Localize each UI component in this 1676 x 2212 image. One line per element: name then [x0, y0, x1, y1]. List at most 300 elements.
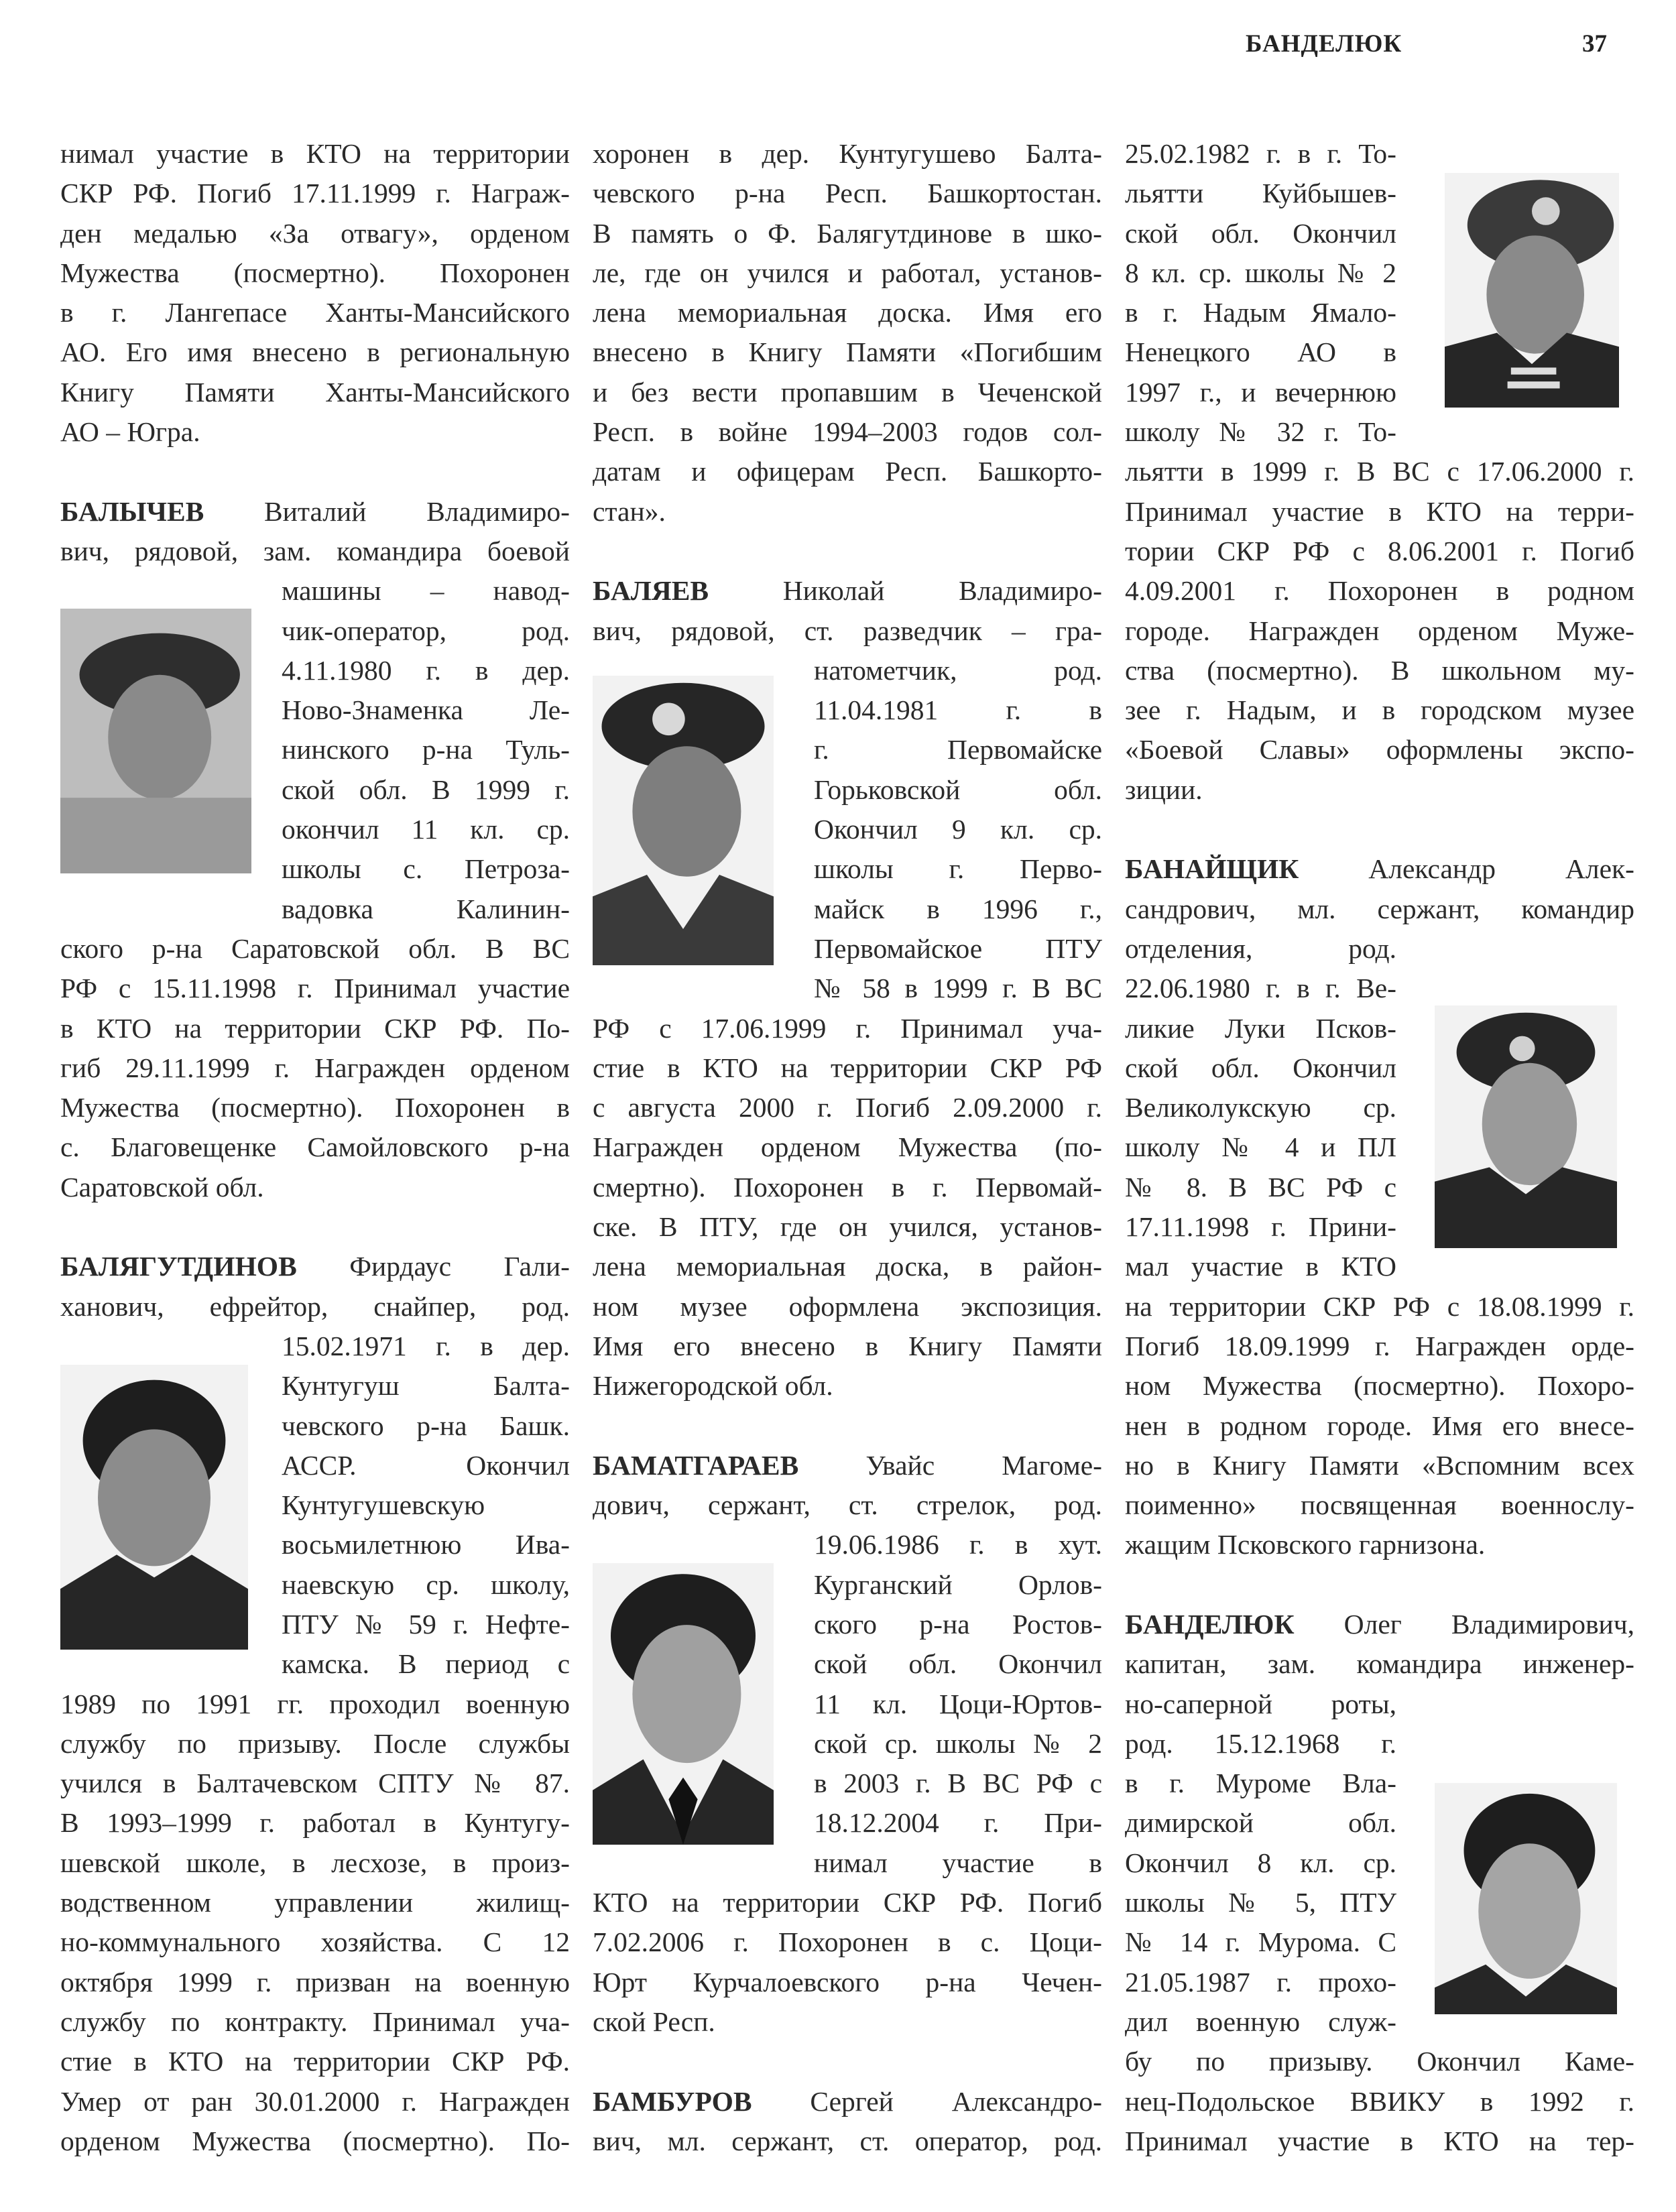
- text-line: [1125, 134, 1396, 174]
- line-text: капитан, зам. командира инженер-: [1125, 1648, 1634, 1680]
- line-text: на территории СКР РФ с 18.08.1999 г.: [1125, 1290, 1634, 1322]
- text-line: [282, 571, 570, 611]
- line-text: школы с. Петроза-: [282, 853, 570, 885]
- text-line: [1125, 929, 1396, 969]
- text-line: [282, 1485, 570, 1525]
- portrait-icon: [60, 1365, 248, 1650]
- text-line: [60, 1009, 570, 1048]
- text-line: [593, 412, 1102, 452]
- line-text: Респ. в войне 1994–2003 годов сол-: [593, 416, 1102, 448]
- text-line: [1125, 651, 1634, 690]
- line-text: г. Первомайске: [814, 734, 1102, 765]
- line-text: зиции.: [1125, 774, 1203, 805]
- text-line: [282, 1327, 570, 1366]
- line-text: водственном управлении жилищ-: [60, 1887, 570, 1918]
- line-text: Кунтугушевскую: [282, 1489, 485, 1521]
- text-line: [1125, 1724, 1396, 1764]
- entry-surname: БАНАЙЩИК: [1125, 853, 1299, 885]
- entry-heading-line: [593, 1446, 1102, 1485]
- line-text: отделения, род.: [1125, 932, 1396, 964]
- text-line: [1125, 770, 1634, 810]
- line-text: с августа 2000 г. Погиб 2.09.2000 г.: [593, 1092, 1102, 1123]
- line-text: СКР РФ. Погиб 17.11.1999 г. Награж-: [60, 178, 570, 209]
- line-text: род. 15.12.1968 г.: [1125, 1727, 1396, 1759]
- entry-heading-line: [593, 2082, 1102, 2122]
- paragraph-gap: [593, 2042, 1102, 2081]
- line-text: Окончил 8 кл. ср.: [1125, 1847, 1396, 1878]
- text-line: [1125, 2082, 1634, 2122]
- line-text: шевской школе, в лесхозе, в произ-: [60, 1847, 570, 1878]
- text-line: [593, 1485, 1102, 1525]
- text-line: [60, 2002, 570, 2042]
- text-line: [1125, 1764, 1396, 1803]
- text-line: [814, 770, 1102, 810]
- text-line: [282, 1446, 570, 1485]
- line-text: ского р-на Ростов-: [814, 1608, 1102, 1640]
- portrait-icon: [1435, 1005, 1617, 1248]
- entry-surname: БАЛЯГУТДИНОВ: [60, 1251, 297, 1282]
- text-line: [593, 1009, 1102, 1048]
- line-text: дович, сержант, ст. стрелок, род.: [593, 1489, 1102, 1521]
- line-text: вадовка Калинин-: [282, 893, 570, 924]
- text-line: [1125, 332, 1396, 372]
- text-line: [282, 1366, 570, 1406]
- text-line: [593, 1922, 1102, 1962]
- line-text: ске. В ПТУ, где он учился, установ-: [593, 1211, 1102, 1243]
- entry-surname: БАМБУРОВ: [593, 2085, 752, 2117]
- text-line: [593, 134, 1102, 174]
- line-text: 21.05.1987 г. прохо-: [1125, 1966, 1396, 1998]
- line-text: службу по контракту. Принимал уча-: [60, 2006, 570, 2037]
- text-line: [60, 929, 570, 969]
- line-text: Погиб 18.09.1999 г. Награжден орде-: [1125, 1330, 1634, 1361]
- line-text: Великолукскую ср.: [1125, 1092, 1396, 1123]
- line-text: школу № 4 и ПЛ: [1125, 1131, 1396, 1163]
- line-text: лена мемориальная доска. Имя его: [593, 297, 1102, 328]
- text-line: [60, 253, 570, 293]
- line-text: АО. Его имя внесено в региональную: [60, 336, 570, 368]
- entry-surname: БАМАТГАРАЕВ: [593, 1449, 799, 1481]
- line-text: и без вести пропавшим в Чеченской: [593, 376, 1102, 408]
- text-line: [1125, 412, 1396, 452]
- line-text: школы г. Перво-: [814, 853, 1102, 885]
- line-text: 25.02.1982 г. в г. То-: [1125, 138, 1396, 169]
- portrait-icon: [1435, 1783, 1617, 2014]
- line-text: хоронен в дер. Кунтугушево Балта-: [593, 138, 1102, 169]
- text-line: [814, 1644, 1102, 1684]
- text-line: [814, 1803, 1102, 1843]
- line-text: АО – Югра.: [60, 416, 200, 448]
- text-line: [593, 1883, 1102, 1922]
- text-line: [1125, 2002, 1396, 2042]
- text-line: [593, 1088, 1102, 1127]
- paragraph-gap: [593, 1406, 1102, 1446]
- entry-surname: БАЛЫЧЕВ: [60, 495, 204, 527]
- line-text: Горьковской обл.: [814, 774, 1102, 805]
- text-line: [60, 532, 570, 571]
- text-line: [1125, 1287, 1634, 1327]
- text-line: [60, 2122, 570, 2161]
- text-line: [60, 1922, 570, 1962]
- text-line: [1125, 532, 1634, 571]
- text-line: [1125, 1446, 1634, 1485]
- line-text: № 14 г. Мурома. С: [1125, 1926, 1396, 1958]
- text-line: [593, 2002, 1102, 2042]
- text-line: [1125, 2122, 1634, 2161]
- text-line: [593, 1207, 1102, 1247]
- text-line: [282, 1605, 570, 1644]
- text-line: [1125, 1327, 1634, 1366]
- text-line: [593, 2122, 1102, 2161]
- line-text: Олег Владимирович,: [1294, 1608, 1634, 1640]
- portrait-icon: [593, 676, 774, 965]
- line-text: Нижегородской обл.: [593, 1370, 833, 1402]
- text-line: [1125, 1963, 1396, 2002]
- text-line: [814, 730, 1102, 770]
- text-line: [593, 253, 1102, 293]
- line-text: Мужества (посмертно). Похоронен в: [60, 1092, 570, 1123]
- entry-heading-line: [1125, 849, 1634, 889]
- text-line: [60, 1963, 570, 2002]
- line-text: в г. Муроме Вла-: [1125, 1768, 1396, 1799]
- line-text: ского р-на Саратовской обл. В ВС: [60, 932, 570, 964]
- text-line: [282, 1644, 570, 1684]
- text-line: [814, 929, 1102, 969]
- line-text: ле, где он учился и работал, установ-: [593, 257, 1102, 288]
- text-line: [60, 214, 570, 253]
- line-text: Кунтугуш Балта-: [282, 1370, 570, 1402]
- text-line: [1125, 1684, 1396, 1724]
- line-text: Сергей Александро-: [752, 2085, 1102, 2117]
- line-text: учился в Балтачевском СПТУ № 87.: [60, 1768, 570, 1799]
- text-line: [1125, 611, 1634, 651]
- text-line: [593, 452, 1102, 491]
- line-text: в г. Лангепасе Ханты-Мансийского: [60, 297, 570, 328]
- text-line: [282, 770, 570, 810]
- line-text: дил военную служ-: [1125, 2006, 1396, 2037]
- photo-balyagutdinov: [60, 1365, 248, 1650]
- line-text: орденом Мужества (посмертно). По-: [60, 2125, 570, 2156]
- line-text: Юрт Курчалоевского р-на Чечен-: [593, 1966, 1102, 1998]
- column-1: [60, 134, 570, 2161]
- entry-heading-line: [1125, 1605, 1634, 1644]
- line-text: нинского р-на Туль-: [282, 734, 570, 765]
- text-line: [1125, 1207, 1396, 1247]
- line-text: бу по призыву. Окончил Каме-: [1125, 2046, 1634, 2077]
- line-text: ской Респ.: [593, 2006, 715, 2037]
- text-line: [282, 1406, 570, 1446]
- line-text: в 2003 г. В ВС РФ с: [814, 1768, 1102, 1799]
- line-text: 22.06.1980 г. в г. Ве-: [1125, 973, 1396, 1004]
- line-text: машины – навод-: [282, 575, 570, 607]
- line-text: Принимал участие в КТО на тер-: [1125, 2125, 1634, 2156]
- line-text: льятти в 1999 г. В ВС с 17.06.2000 г.: [1125, 456, 1634, 487]
- line-text: ской обл. В 1999 г.: [282, 774, 570, 805]
- line-text: вич, рядовой, ст. разведчик – гра-: [593, 615, 1102, 646]
- line-text: 17.11.1998 г. Прини-: [1125, 1211, 1396, 1243]
- line-text: В 1993–1999 г. работал в Кунтугу-: [60, 1807, 570, 1839]
- text-line: [593, 373, 1102, 412]
- line-text: КТО на территории СКР РФ. Погиб: [593, 1887, 1102, 1918]
- line-text: внесено в Книгу Памяти «Погибшим: [593, 336, 1102, 368]
- line-text: чевского р-на Башк.: [282, 1410, 570, 1441]
- text-line: [60, 174, 570, 213]
- line-text: Ново-Знаменка Ле-: [282, 694, 570, 726]
- line-text: 4.09.2001 г. Похоронен в родном: [1125, 575, 1634, 607]
- text-line: [60, 1048, 570, 1088]
- text-line: [593, 1168, 1102, 1207]
- line-text: городе. Награжден орденом Муже-: [1125, 615, 1634, 646]
- text-line: [814, 1605, 1102, 1644]
- text-line: [60, 293, 570, 332]
- text-line: [814, 1843, 1102, 1883]
- line-text: но-саперной роты,: [1125, 1688, 1396, 1719]
- line-text: в КТО на территории СКР РФ. По-: [60, 1012, 570, 1044]
- text-line: [814, 1724, 1102, 1764]
- line-text: натометчик, род.: [814, 654, 1102, 686]
- line-text: жащим Псковского гарнизона.: [1125, 1529, 1486, 1560]
- line-text: чевского р-на Респ. Башкортостан.: [593, 178, 1102, 209]
- line-text: ном Мужества (посмертно). Похоро-: [1125, 1370, 1634, 1402]
- line-text: службу по призыву. После службы: [60, 1727, 570, 1759]
- text-line: [1125, 571, 1634, 611]
- text-line: [60, 2082, 570, 2122]
- line-text: Ненецкого АО в: [1125, 336, 1396, 368]
- text-line: [1125, 1127, 1396, 1167]
- line-text: нимал участие в КТО на территории: [60, 138, 570, 169]
- line-text: 19.06.1986 г. в хут.: [814, 1529, 1102, 1560]
- paragraph-gap: [60, 452, 570, 491]
- column-2: [593, 134, 1102, 2161]
- text-line: [1125, 1525, 1634, 1564]
- text-line: [814, 810, 1102, 849]
- text-line: [1125, 1366, 1634, 1406]
- line-text: школы № 5, ПТУ: [1125, 1887, 1396, 1918]
- text-line: [814, 690, 1102, 730]
- text-line: [60, 1168, 570, 1207]
- text-line: [282, 651, 570, 690]
- line-text: ПТУ № 59 г. Нефте-: [282, 1608, 570, 1640]
- text-line: [1125, 1843, 1396, 1883]
- line-text: вич, рядовой, зам. командира боевой: [60, 535, 570, 566]
- text-line: [282, 611, 570, 651]
- text-line: [593, 1287, 1102, 1327]
- text-line: [60, 1724, 570, 1764]
- line-text: АССР. Окончил: [282, 1449, 570, 1481]
- portrait-icon: [593, 1563, 774, 1845]
- text-line: [1125, 1883, 1396, 1922]
- text-line: [282, 690, 570, 730]
- line-text: Имя его внесено в Книгу Памяти: [593, 1330, 1102, 1361]
- line-text: нен в родном городе. Имя его внесе-: [1125, 1410, 1634, 1441]
- photo-banayshchik: [1435, 1005, 1617, 1248]
- line-text: майск в 1996 г.,: [814, 893, 1102, 924]
- portrait-icon: [60, 609, 251, 873]
- line-text: Саратовской обл.: [60, 1171, 264, 1203]
- line-text: Умер от ран 30.01.2000 г. Награжден: [60, 2085, 570, 2117]
- text-line: [282, 810, 570, 849]
- text-line: [282, 1525, 570, 1564]
- text-line: [60, 332, 570, 372]
- text-line: [1125, 1922, 1396, 1962]
- text-line: [814, 1565, 1102, 1605]
- text-line: [593, 1127, 1102, 1167]
- text-line: [1125, 1048, 1396, 1088]
- photo-bandelyuk: [1435, 1783, 1617, 2014]
- text-line: [60, 412, 570, 452]
- line-text: 11.04.1981 г. в: [814, 694, 1102, 726]
- line-text: тории СКР РФ с 8.06.2001 г. Погиб: [1125, 535, 1634, 566]
- photo-balyaev: [593, 676, 774, 965]
- text-line: [593, 611, 1102, 651]
- line-text: РФ с 17.06.1999 г. Принимал уча-: [593, 1012, 1102, 1044]
- line-text: гиб 29.11.1999 г. Награжден орденом: [60, 1052, 570, 1083]
- line-text: Награжден орденом Мужества (по-: [593, 1131, 1102, 1163]
- text-line: [1125, 174, 1396, 213]
- line-text: 8 кл. ср. школы № 2: [1125, 257, 1396, 288]
- text-line: [60, 1883, 570, 1922]
- paragraph-gap: [1125, 810, 1634, 849]
- text-line: [60, 134, 570, 174]
- line-text: димирской обл.: [1125, 1807, 1396, 1839]
- line-text: РФ с 15.11.1998 г. Принимал участие: [60, 973, 570, 1004]
- text-line: [593, 1247, 1102, 1286]
- line-text: № 58 в 1999 г. В ВС: [814, 973, 1102, 1004]
- line-text: В память о Ф. Балягутдинове в шко-: [593, 217, 1102, 249]
- running-header: БАНДЕЛЮК: [1246, 30, 1402, 58]
- text-line: [593, 332, 1102, 372]
- text-line: [60, 2042, 570, 2081]
- line-text: нец-Подольское ВВИКУ в 1992 г.: [1125, 2085, 1634, 2117]
- paragraph-gap: [593, 532, 1102, 571]
- line-text: стие в КТО на территории СКР РФ: [593, 1052, 1102, 1083]
- line-text: Виталий Владимиро-: [204, 495, 570, 527]
- text-line: [1125, 373, 1396, 412]
- text-line: [282, 889, 570, 929]
- portrait-icon: [1445, 173, 1619, 408]
- text-line: [60, 969, 570, 1008]
- text-line: [60, 1843, 570, 1883]
- line-text: зее г. Надым, и в городском музее: [1125, 694, 1634, 726]
- text-line: [593, 214, 1102, 253]
- line-text: Мужества (посмертно). Похоронен: [60, 257, 570, 288]
- line-text: 11 кл. Цоци-Юртов-: [814, 1688, 1102, 1719]
- photo-bamatgaraev: [593, 1563, 774, 1845]
- line-text: Принимал участие в КТО на терри-: [1125, 495, 1634, 527]
- text-line: [1125, 1088, 1396, 1127]
- text-line: [814, 969, 1102, 1008]
- entry-heading-line: [60, 1247, 570, 1286]
- line-text: Курганский Орлов-: [814, 1569, 1102, 1600]
- text-line: [593, 492, 1102, 532]
- text-line: [593, 174, 1102, 213]
- text-line: [1125, 1247, 1396, 1286]
- text-line: [814, 651, 1102, 690]
- entry-surname: БАНДЕЛЮК: [1125, 1608, 1295, 1640]
- line-text: льятти Куйбышев-: [1125, 178, 1396, 209]
- line-text: Книгу Памяти Ханты-Мансийского: [60, 376, 570, 408]
- line-text: стие в КТО на территории СКР РФ.: [60, 2046, 570, 2077]
- line-text: смертно). Похоронен в г. Первомай-: [593, 1171, 1102, 1203]
- entry-surname: БАЛЯЕВ: [593, 575, 709, 607]
- line-text: но в Книгу Памяти «Вспомним всех: [1125, 1449, 1634, 1481]
- text-line: [593, 1963, 1102, 2002]
- text-line: [814, 1764, 1102, 1803]
- paragraph-gap: [1125, 1565, 1634, 1605]
- line-text: но-коммунального хозяйства. С 12: [60, 1926, 570, 1958]
- line-text: ской обл. Окончил: [814, 1648, 1102, 1680]
- line-text: ской обл. Окончил: [1125, 1052, 1396, 1083]
- text-line: [60, 1287, 570, 1327]
- text-line: [1125, 1406, 1634, 1446]
- text-line: [1125, 1009, 1396, 1048]
- line-text: 18.12.2004 г. При-: [814, 1807, 1102, 1839]
- text-line: [814, 849, 1102, 889]
- line-text: окончил 11 кл. ср.: [282, 814, 570, 845]
- text-line: [282, 849, 570, 889]
- photo-previous-entry: [1445, 173, 1619, 408]
- text-line: [814, 1525, 1102, 1564]
- line-text: в г. Надым Ямало-: [1125, 297, 1396, 328]
- text-line: [60, 373, 570, 412]
- line-text: октября 1999 г. призван на военную: [60, 1966, 570, 1998]
- line-text: Окончил 9 кл. ср.: [814, 814, 1102, 845]
- text-line: [1125, 2042, 1634, 2081]
- line-text: нимал участие в: [814, 1847, 1102, 1878]
- paragraph-gap: [60, 1207, 570, 1247]
- text-line: [282, 1565, 570, 1605]
- text-line: [593, 1366, 1102, 1406]
- line-text: 1997 г., и вечернюю: [1125, 376, 1396, 408]
- line-text: с. Благовещенке Самойловского р-на: [60, 1131, 570, 1163]
- line-text: ханович, ефрейтор, снайпер, род.: [60, 1290, 570, 1322]
- line-text: «Боевой Славы» оформлены экспо-: [1125, 734, 1634, 765]
- page-number: 37: [1582, 30, 1607, 58]
- text-line: [1125, 889, 1634, 929]
- line-text: поименно» посвященная военнослу-: [1125, 1489, 1634, 1521]
- text-line: [1125, 492, 1634, 532]
- entry-heading-line: [60, 492, 570, 532]
- line-text: мал участие в КТО: [1125, 1251, 1396, 1282]
- text-line: [60, 1088, 570, 1127]
- text-line: [60, 1803, 570, 1843]
- text-line: [1125, 1168, 1396, 1207]
- line-text: ства (посмертно). В школьном му-: [1125, 654, 1634, 686]
- text-line: [1125, 293, 1396, 332]
- line-text: 15.02.1971 г. в дер.: [282, 1330, 570, 1361]
- line-text: вич, мл. сержант, ст. оператор, род.: [593, 2125, 1102, 2156]
- text-line: [814, 889, 1102, 929]
- line-text: ской ср. школы № 2: [814, 1727, 1102, 1759]
- line-text: ден медалью «За отвагу», орденом: [60, 217, 570, 249]
- line-text: ской обл. Окончил: [1125, 217, 1396, 249]
- text-line: [1125, 1644, 1634, 1684]
- line-text: 4.11.1980 г. в дер.: [282, 654, 570, 686]
- line-text: 1989 по 1991 гг. проходил военную: [60, 1688, 570, 1719]
- line-text: Николай Владимиро-: [709, 575, 1102, 607]
- line-text: школу № 32 г. То-: [1125, 416, 1396, 448]
- line-text: ном музее оформлена экспозиция.: [593, 1290, 1102, 1322]
- text-line: [1125, 969, 1396, 1008]
- text-line: [1125, 1803, 1396, 1843]
- text-line: [1125, 253, 1396, 293]
- line-text: Первомайское ПТУ: [814, 932, 1102, 964]
- line-text: ликие Луки Псков-: [1125, 1012, 1396, 1044]
- line-text: Увайс Магоме-: [798, 1449, 1102, 1481]
- line-text: восьмилетнюю Ива-: [282, 1529, 570, 1560]
- text-line: [1125, 452, 1634, 491]
- text-line: [1125, 1485, 1634, 1525]
